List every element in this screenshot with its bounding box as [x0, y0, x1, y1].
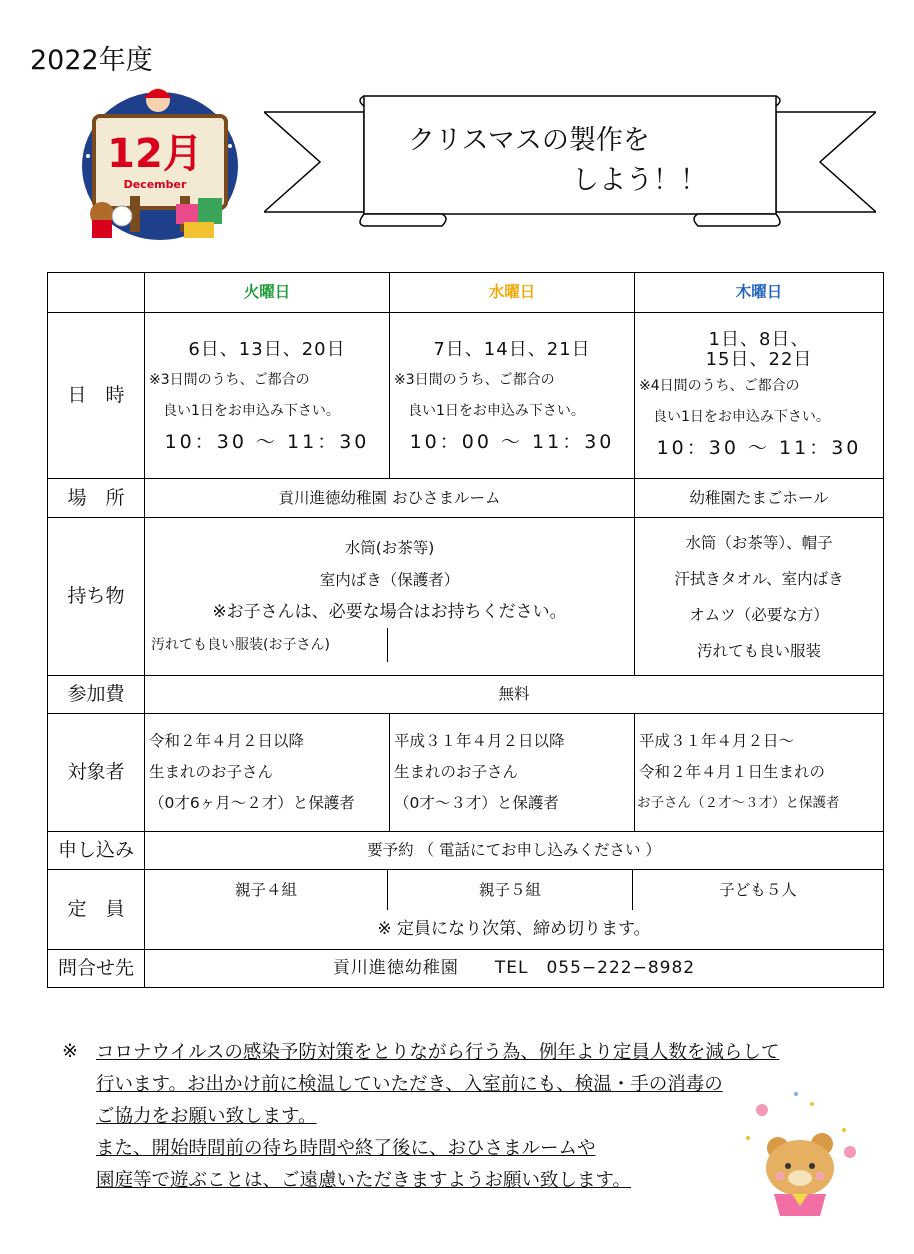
note1-tuesday: ※3日間のうち、ご都合の	[149, 371, 310, 388]
item-line: 汗拭きタオル、室内ばき	[674, 569, 844, 588]
capacity-note: ※ 定員になり次第、締め切ります。	[377, 919, 651, 939]
target-line: お子さん（２才～３才）と保護者	[637, 795, 840, 811]
target-thursday	[635, 714, 884, 832]
target-line: 令和２年４月１日生まれの	[639, 763, 826, 781]
note2-tuesday: 良い1日をお申込み下さい。	[163, 402, 340, 419]
items-tue-wed	[145, 518, 635, 676]
datetime-wednesday	[390, 313, 635, 479]
target-line: （0才～３才）と保護者	[394, 794, 559, 812]
notice-line: 行います。お出かけ前に検温していただき、入室前にも、検温・手の消毒の	[96, 1074, 723, 1095]
contact-value: 貢川進徳幼稚園 TEL 055−222−8982	[145, 950, 884, 988]
item-line: 汚れても良い服装	[696, 641, 821, 660]
item-line: 室内ばき（保護者）	[319, 570, 460, 589]
label-items: 持ち物	[48, 518, 145, 676]
capacity-wednesday: 親子５組	[388, 870, 633, 910]
capacity-thursday: 子ども５人	[719, 881, 797, 899]
label-capacity: 定 員	[48, 870, 145, 950]
note1-thursday: ※4日間のうち、ご都合の	[639, 378, 800, 394]
schedule-table	[47, 272, 884, 988]
place-tue-wed: 貢川進徳幼稚園 おひさまルーム	[145, 479, 635, 518]
target-line: 平成３１年４月２日以降	[394, 732, 565, 750]
target-line: 平成３１年４月２日～	[639, 732, 795, 750]
label-place: 場 所	[48, 479, 145, 518]
dates2-thursday: 15日、22日	[705, 349, 813, 370]
notice-mark: ※	[62, 1040, 78, 1062]
capacity-cell	[145, 870, 884, 950]
target-line: 令和２年４月２日以降	[149, 732, 305, 750]
notice-text	[96, 1037, 779, 1197]
target-line: （0才6ヶ月～２才）と保護者	[149, 794, 355, 812]
table-row	[48, 313, 884, 479]
table-row	[48, 479, 884, 518]
day-header-tuesday: 火曜日	[145, 273, 390, 313]
title-ribbon-banner	[264, 90, 876, 230]
day-header-wednesday: 水曜日	[390, 273, 635, 313]
label-datetime: 日 時	[48, 313, 145, 479]
label-target: 対象者	[48, 714, 145, 832]
note2-thursday: 良い1日をお申込み下さい。	[653, 409, 830, 425]
time-thursday: 10：30 ～ 11：30	[656, 437, 862, 459]
dates-tuesday: 6日、13日、20日	[188, 338, 346, 360]
datetime-thursday	[635, 313, 884, 479]
table-row	[48, 870, 884, 950]
target-line: 生まれのお子さん	[394, 763, 519, 781]
time-tuesday: 10：30 ～ 11：30	[164, 430, 370, 453]
item-line: 水筒(お茶等)	[344, 538, 435, 557]
place-thursday: 幼稚園たまごホール	[635, 479, 884, 518]
title-line-1: クリスマスの製作を	[408, 125, 650, 156]
item-last-row	[145, 628, 634, 662]
label-apply: 申し込み	[48, 832, 145, 870]
capacity-row	[145, 870, 883, 910]
item-line: ※お子さんは、必要な場合はお持ちください。	[212, 601, 567, 622]
corner-cell	[48, 273, 145, 313]
datetime-tuesday	[145, 313, 390, 479]
badge-month-text: 12月	[107, 131, 203, 177]
note1-wednesday: ※3日間のうち、ご都合の	[394, 371, 555, 388]
item-line: 汚れても良い服装(お子さん)	[145, 628, 388, 662]
year-heading: 2022年度	[30, 45, 153, 76]
day-header-thursday: 木曜日	[635, 273, 884, 313]
table-row	[48, 518, 884, 676]
dates-wednesday: 7日、14日、21日	[433, 338, 591, 360]
title-line-2: しよう！！	[572, 165, 707, 196]
item-line: 水筒（お茶等）、帽子	[685, 533, 833, 552]
time-wednesday: 10：00 ～ 11：30	[409, 430, 615, 453]
capacity-tuesday: 親子４組	[145, 870, 388, 910]
notice-line: 園庭等で遊ぶことは、ご遠慮いただきますようお願い致します。	[96, 1170, 632, 1191]
table-row	[48, 676, 884, 714]
target-line: 生まれのお子さん	[149, 763, 274, 781]
table-row	[48, 832, 884, 870]
items-thursday	[635, 518, 884, 676]
fee-value: 無料	[145, 676, 884, 714]
table-row	[48, 950, 884, 988]
table-row	[48, 714, 884, 832]
dates1-thursday: 1日、8日、	[708, 329, 810, 350]
bear-illustration	[740, 1090, 870, 1220]
note2-wednesday: 良い1日をお申込み下さい。	[408, 402, 585, 419]
label-fee: 参加費	[48, 676, 145, 714]
target-wednesday	[390, 714, 635, 832]
badge-month-word: December	[123, 178, 187, 191]
notice-line: ご協力をお願い致します。	[96, 1106, 317, 1127]
target-tuesday	[145, 714, 390, 832]
notice-line: コロナウイルスの感染予防対策をとりながら行う為、例年より定員人数を減らして	[96, 1042, 780, 1063]
notice-line: また、開始時間前の待ち時間や終了後に、おひさまルームや	[96, 1138, 596, 1159]
empty-cell	[388, 628, 634, 662]
apply-value: 要予約 （ 電話にてお申し込みください ）	[145, 832, 884, 870]
item-line: オムツ（必要な方）	[689, 605, 829, 624]
table-row	[48, 273, 884, 313]
label-contact: 問合せ先	[48, 950, 145, 988]
